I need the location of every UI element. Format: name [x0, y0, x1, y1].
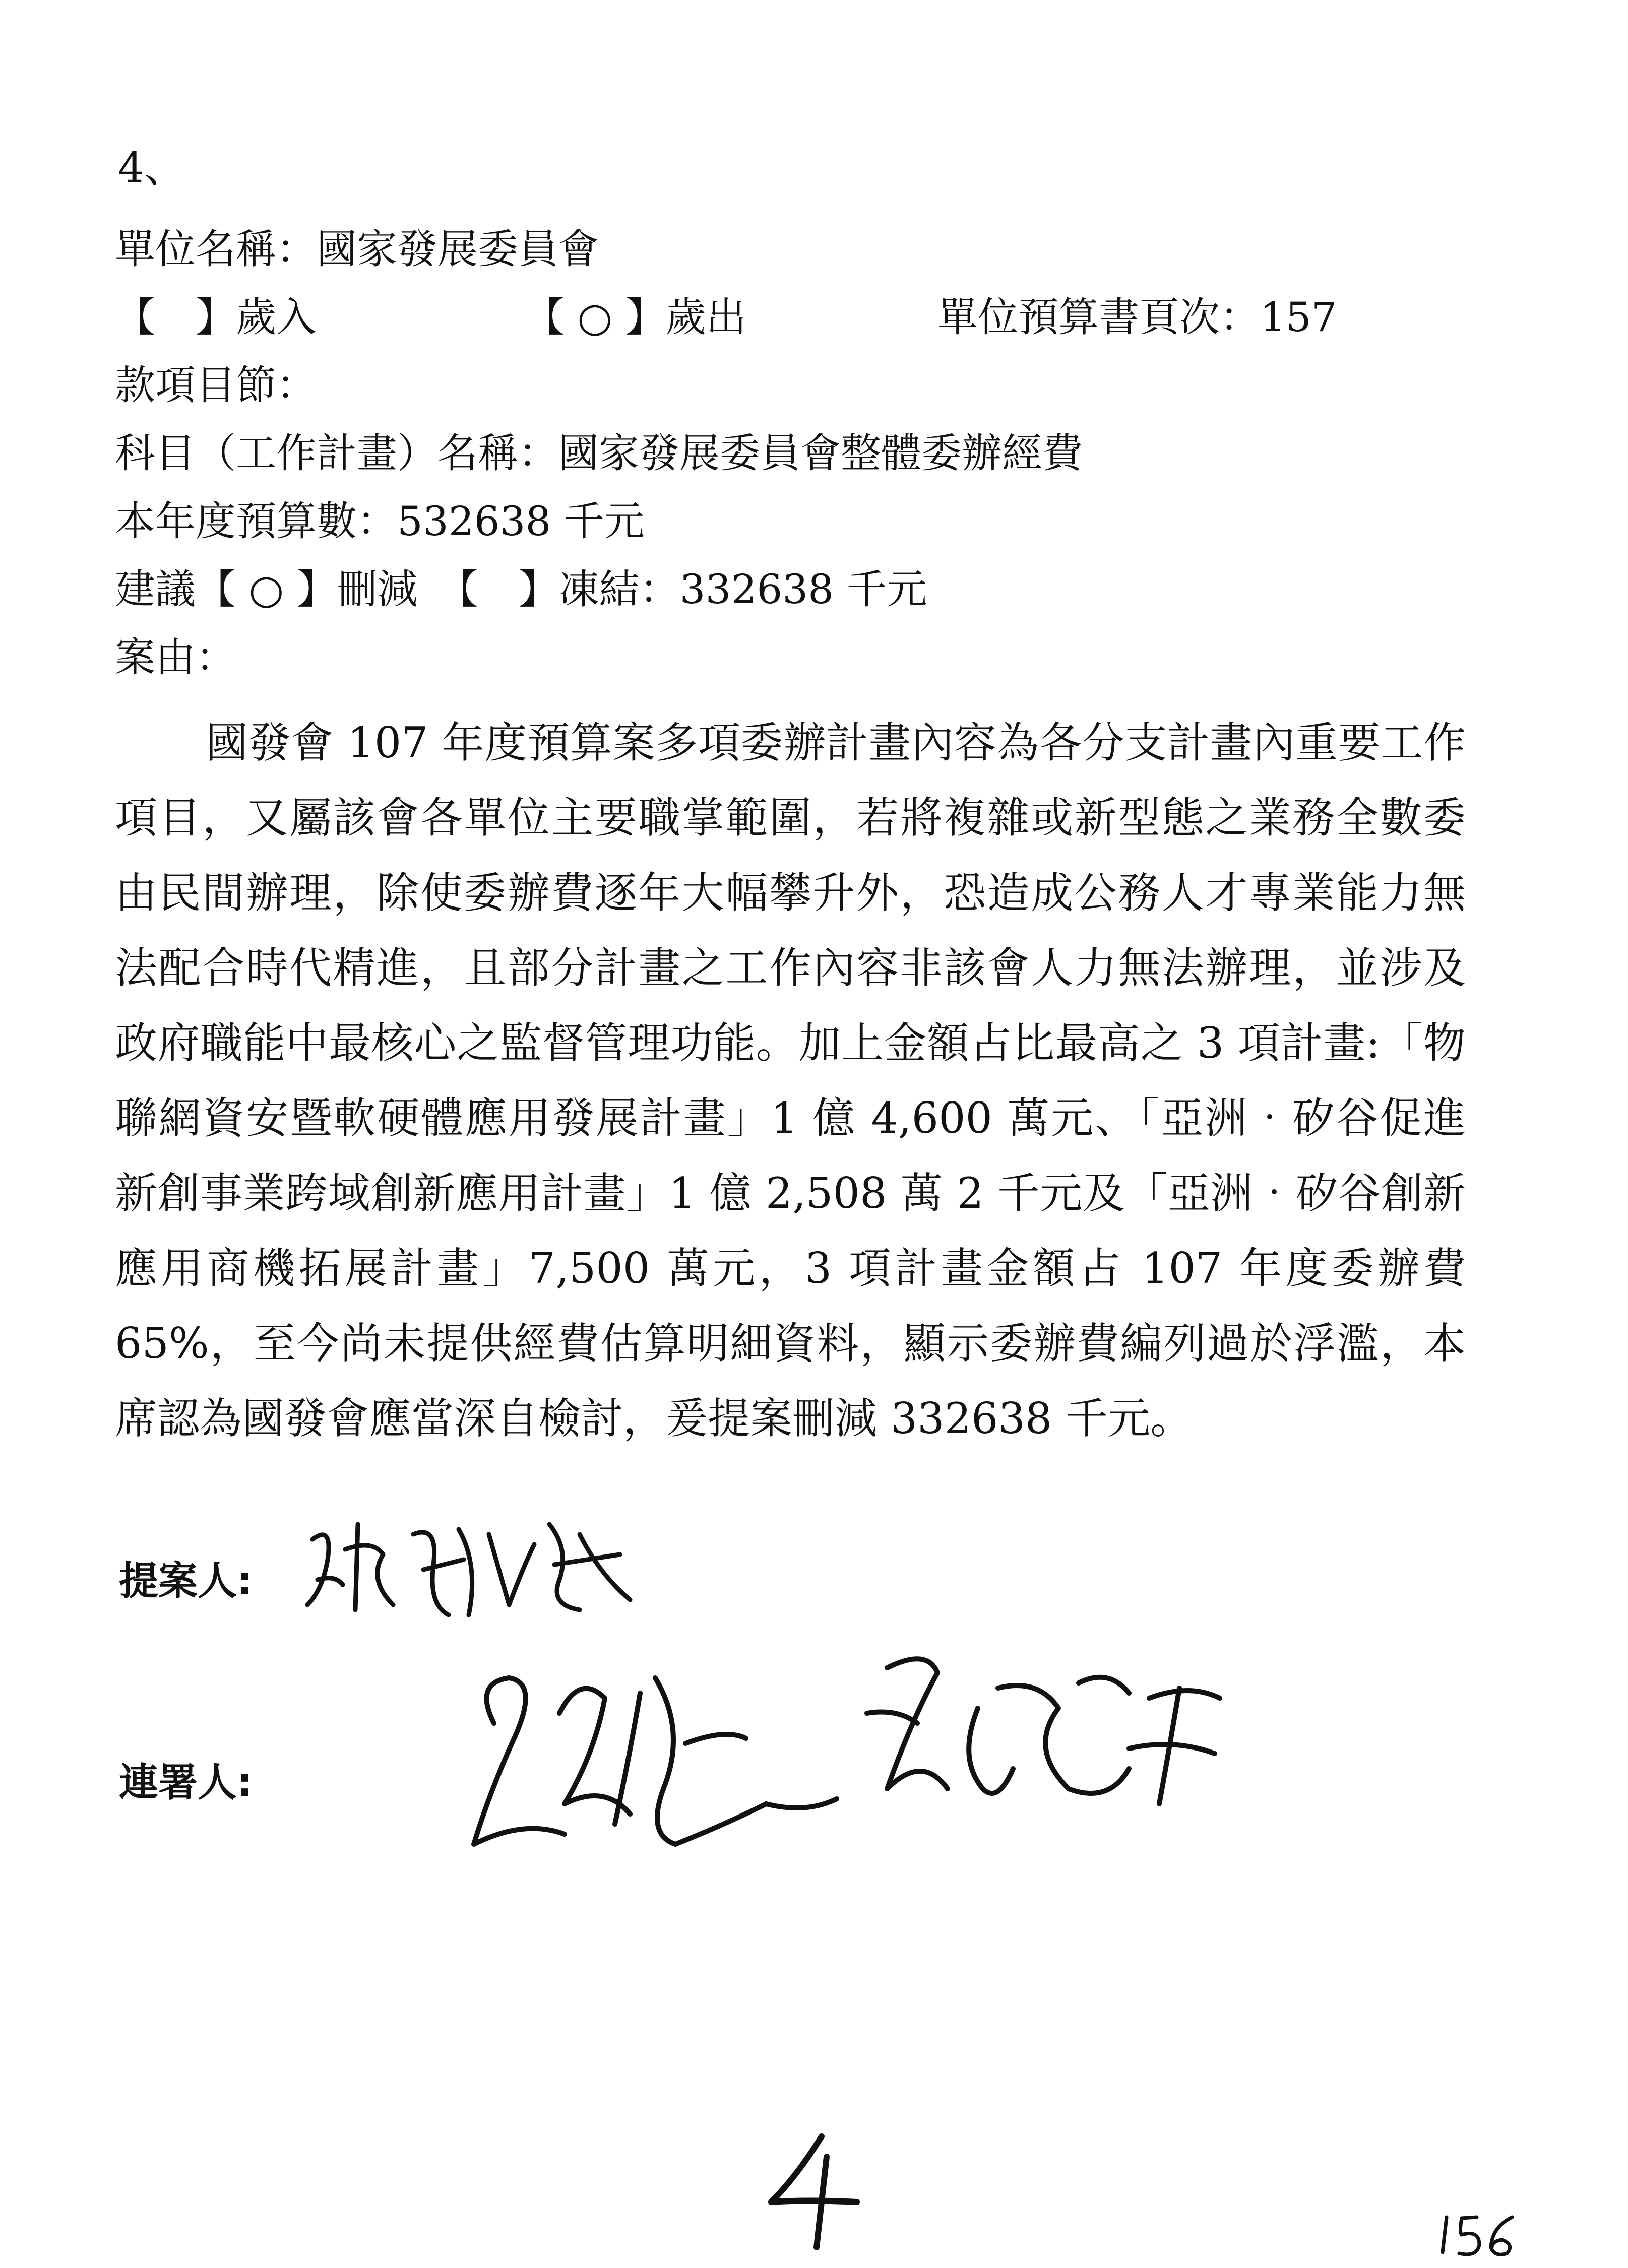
proposal-line: 建議【 ○ 】刪減 【 】凍結：332638 千元 — [115, 566, 927, 613]
subject-name: 科目（工作計畫）名稱：國家發展委員會整體委辦經費 — [115, 430, 1083, 477]
cosigner-label: 連署人: — [119, 1760, 253, 1805]
unit-name: 單位名稱：國家發展委員會 — [115, 226, 599, 273]
proposer-label: 提案人: — [119, 1559, 253, 1604]
handwritten-number — [751, 2126, 872, 2259]
expenditure-checkbox-label: 【 ○ 】歲出 — [524, 294, 746, 341]
cosigner-signature-2 — [847, 1638, 1240, 1839]
proposer-signature — [297, 1504, 650, 1635]
revenue-checkbox-label: 【 】歲入 — [115, 294, 317, 341]
reason-body: 國發會 107 年度預算案多項委辦計畫內容為各分支計畫內重要工作項目，又屬該會各單位主要職掌範圍，若將複雜或新型態之業務全數委由民間辦理，除使委辦費逐年大幅攀升外，恐造成公務人才專業能力無法配合時代精進，且部分計畫之工作內容非該會人力無法辦理，並涉及政府職能中最核心之監督管理功能。加上金額占比最高之 3 項計畫:「物聯網資安暨軟硬體應用發展計畫」1 億 4,600 萬元、「亞洲‧矽谷促進新創事業跨域創新應用計畫」1 億 2,508 萬 2 千元及「亞洲‧矽谷創新應用商機拓展計畫」7,500 萬元，3 項計畫金額占 107 年度委辦費 65%，至今尚未提供經費估算明細資料，顯示委辦費編列過於浮濫，本席認為國發會應當深自檢討，爰提案刪減 332638 千元。 — [115, 718, 1466, 1443]
budget-page-number: 單位預算書頁次：157 — [937, 294, 1337, 341]
item-line: 款項目節： — [115, 362, 317, 409]
section-heading: 4、 — [118, 144, 186, 192]
cosigner-signature-1 — [464, 1653, 847, 1864]
handwritten-page-number — [1431, 2207, 1532, 2264]
reason-label: 案由： — [115, 634, 236, 681]
current-budget: 本年度預算數：532638 千元 — [115, 498, 645, 545]
